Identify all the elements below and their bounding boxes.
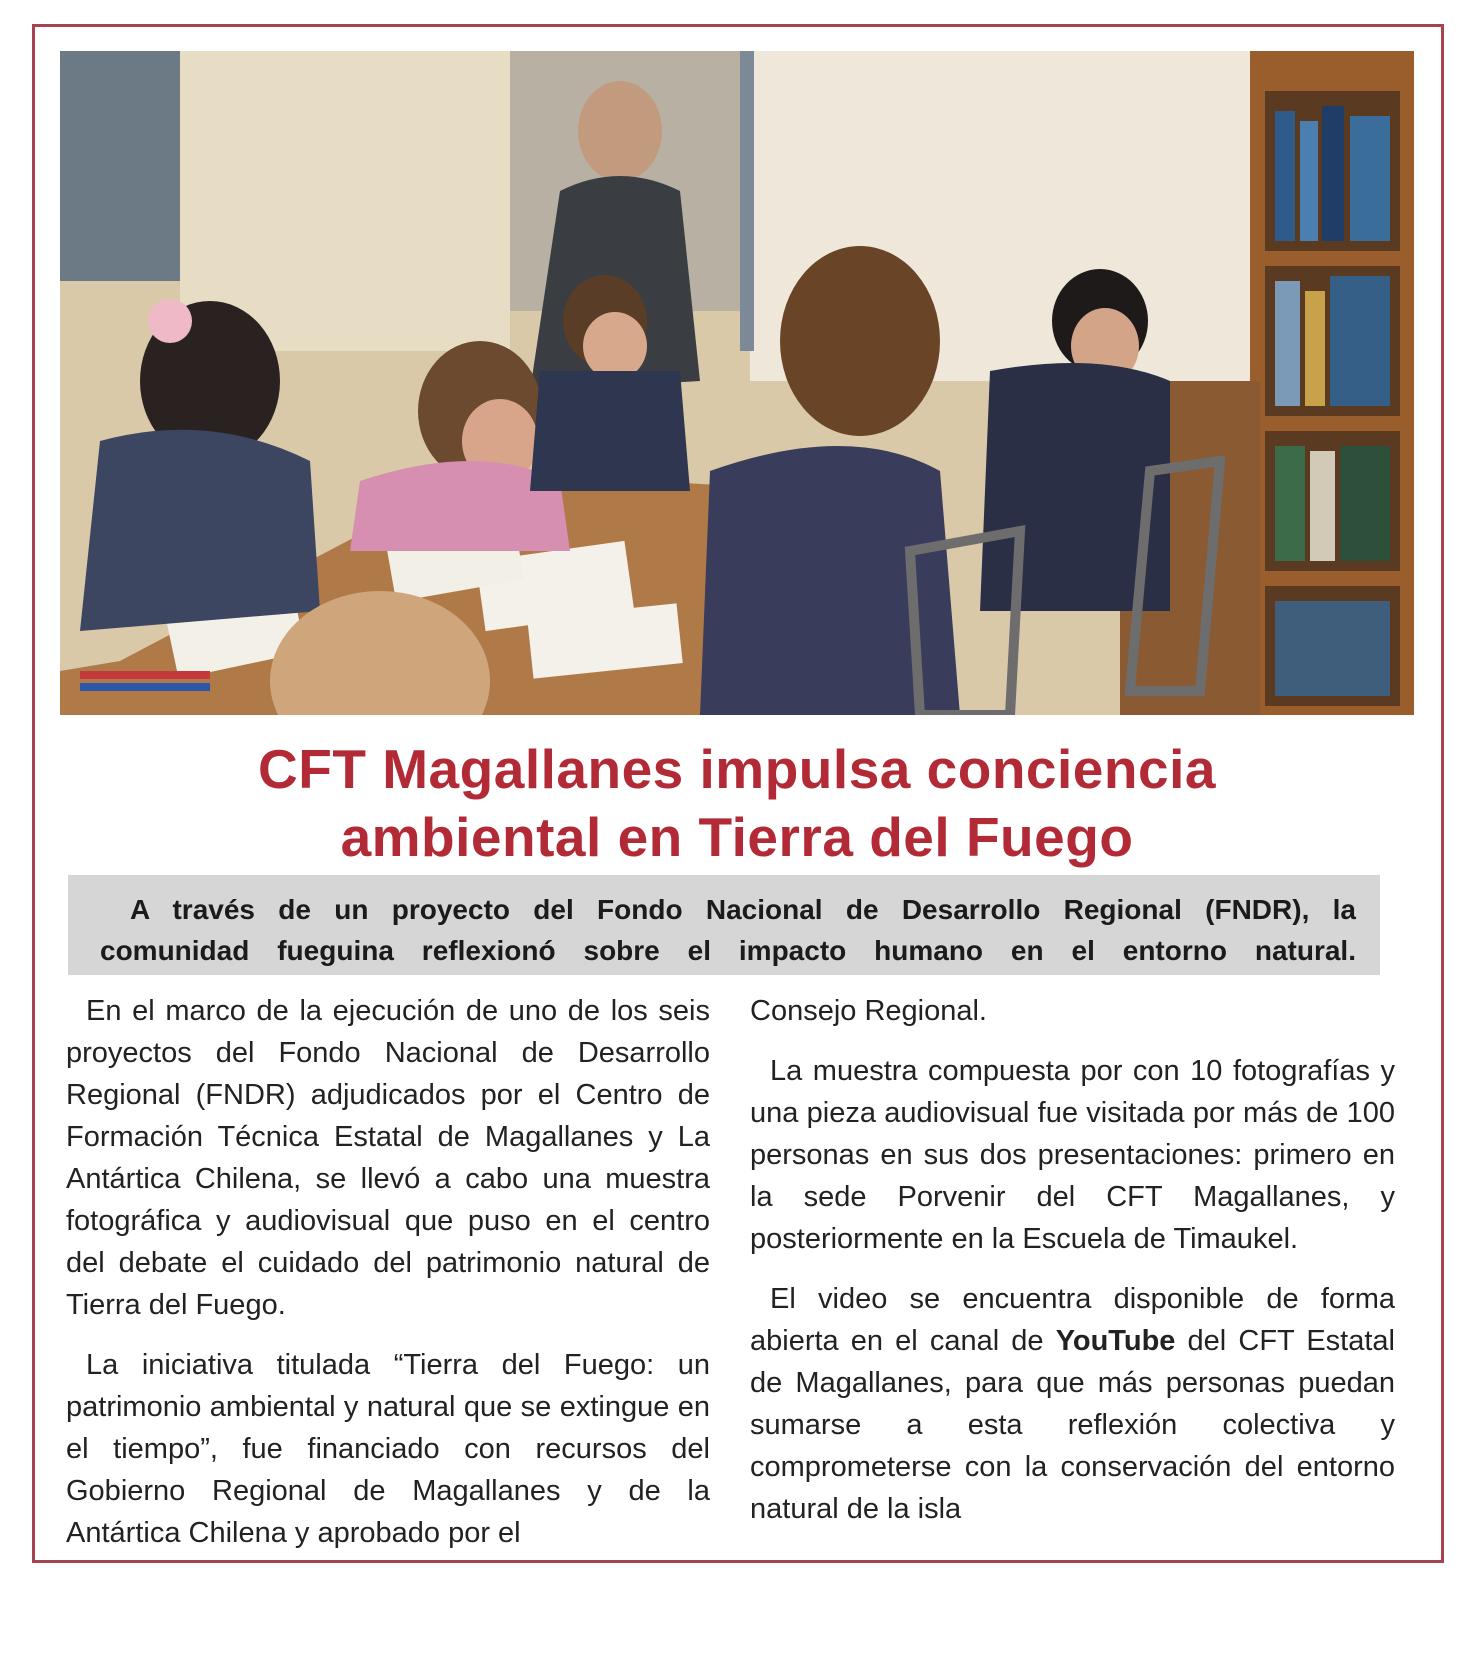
lede-line-2: comunidad fueguina reflexionó sobre el impacto humano en el entorno natural. <box>100 935 1356 966</box>
body-paragraph <box>750 1278 1395 1530</box>
body-column-left <box>66 990 710 1572</box>
body-paragraph-continued: Consejo Regional. <box>750 995 987 1027</box>
youtube-mention: YouTube <box>1055 1325 1176 1357</box>
article-lede <box>68 875 1380 975</box>
photo-illustration <box>60 51 1414 715</box>
body-paragraph: La muestra compuesta por con 10 fotografías y una pieza audiovisual fue visitada por más de 100 personas en sus dos presentaciones: primero en la sede Porvenir del CFT Magallanes, y posteriormente en la Escuela de Timaukel. <box>750 1055 1395 1255</box>
body-text: del CFT Estatal de Magallanes, para que más personas puedan sumarse a esta reflexión colectiva y comprometerse con la conservación del entorno natural de la isla <box>750 1325 1395 1525</box>
lede-line-1: A través de un proyecto del Fondo Nacional de Desarrollo Regional (FNDR), la <box>130 894 1356 925</box>
headline-line-2: ambiental en Tierra del Fuego <box>340 806 1134 868</box>
article-headline <box>60 735 1414 871</box>
classroom-photo <box>60 51 1414 715</box>
body-text: El video se encuentra disponible de forma abierta en el canal de <box>750 1283 1395 1357</box>
body-column-right <box>750 990 1395 1548</box>
body-paragraph: La iniciativa titulada “Tierra del Fuego: un patrimonio ambiental y natural que se extingue en el tiempo”, fue financiado con recursos del Gobierno Regional de Magallanes y de la Antártica Chilena y aprobado por el <box>66 1349 710 1549</box>
body-paragraph: En el marco de la ejecución de uno de los seis proyectos del Fondo Nacional de Desarrollo Regional (FNDR) adjudicados por el Centro de Formación Técnica Estatal de Magallanes y La Antártica Chilena, se llevó a cabo una muestra fotográfica y audiovisual que puso en el centro del debate el cuidado del patrimonio natural de Tierra del Fuego. <box>66 995 710 1321</box>
headline-line-1: CFT Magallanes impulsa conciencia <box>258 738 1216 800</box>
